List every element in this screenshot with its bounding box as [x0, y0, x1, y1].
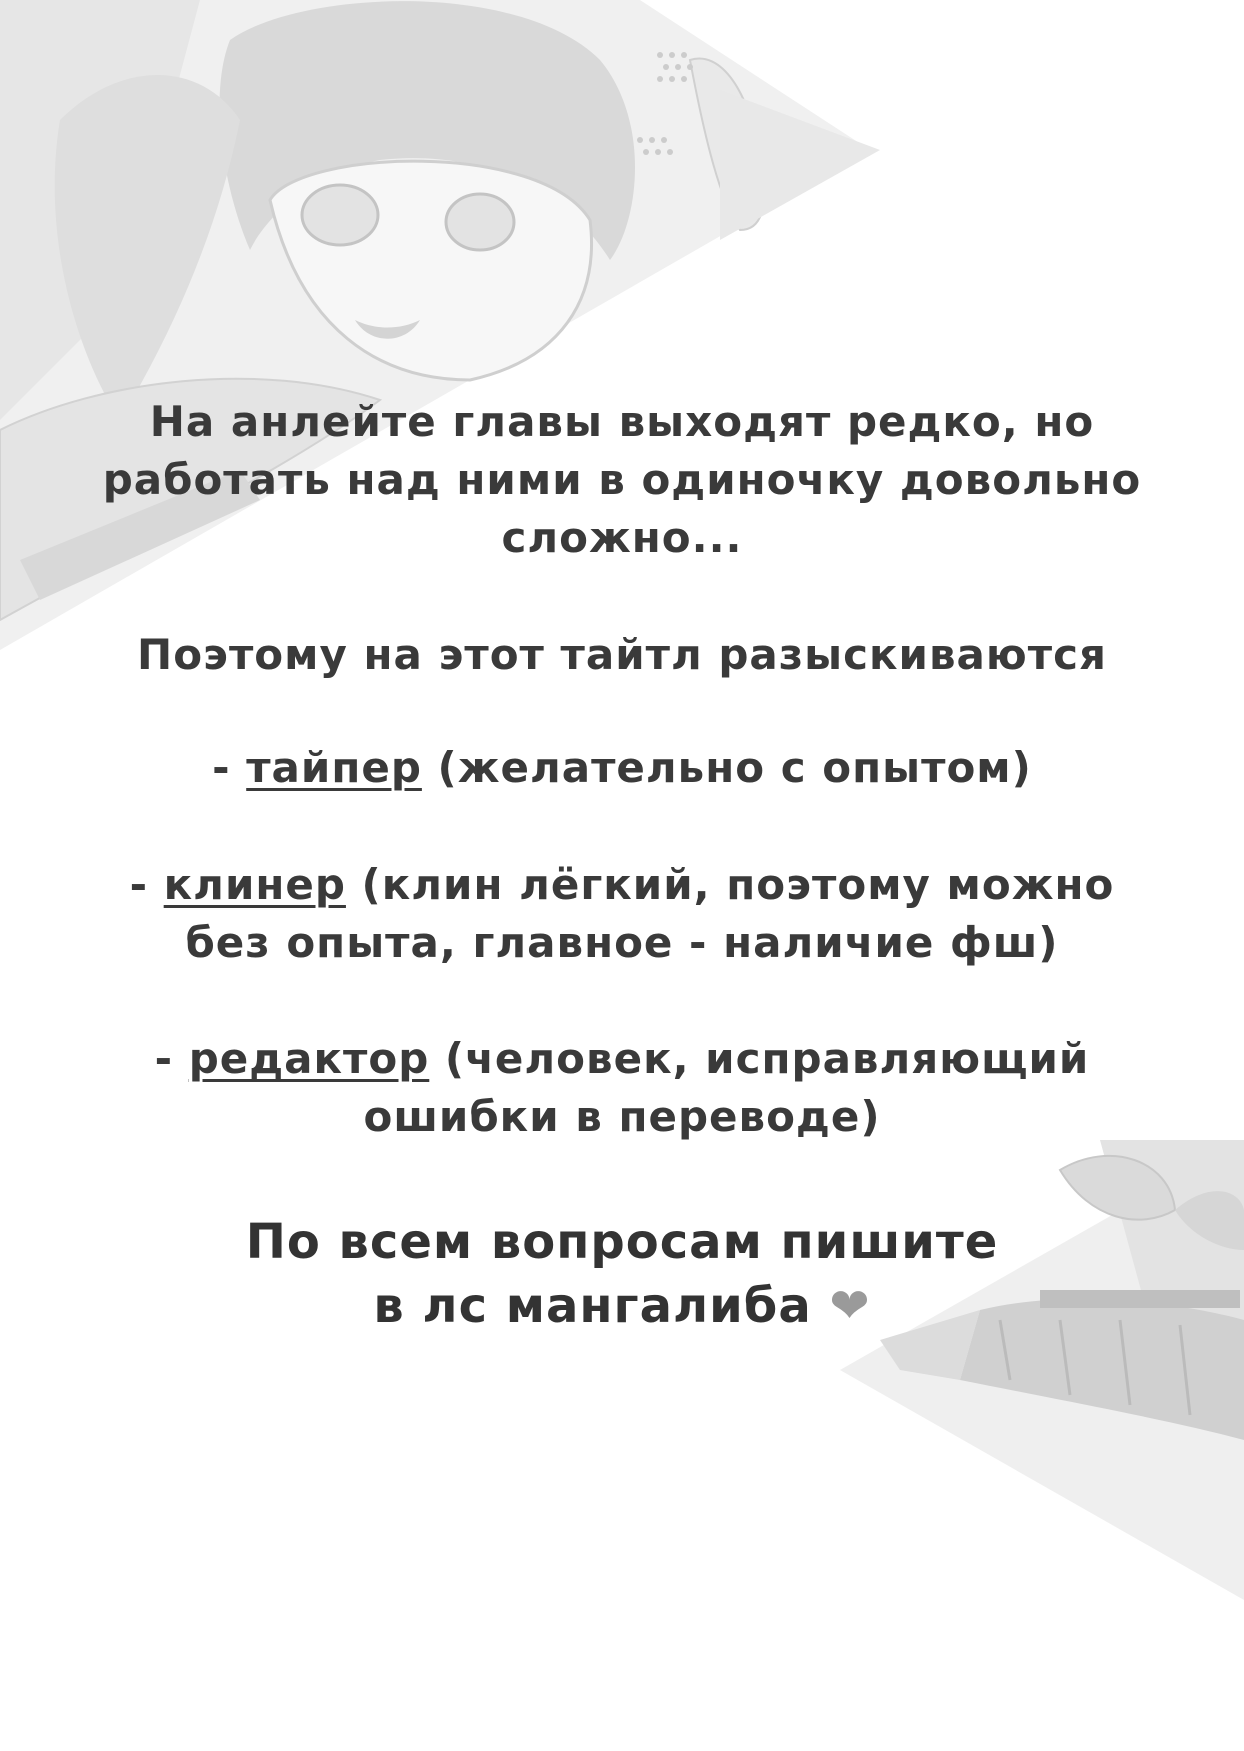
cleaner-desc-1: (клин лёгкий, поэтому можно — [345, 860, 1115, 909]
cleaner-title: клинер — [163, 860, 346, 909]
contact-line-1: По всем вопросам пишите — [245, 1214, 999, 1270]
role-typer — [100, 739, 1144, 797]
cleaner-desc-2: без опыта, главное - наличие фш) — [185, 918, 1059, 967]
heart-icon: ❤ — [829, 1278, 871, 1334]
intro-paragraph — [100, 393, 1144, 567]
editor-title: редактор — [188, 1034, 430, 1083]
editor-desc-1: (человек, исправляющий — [429, 1034, 1090, 1083]
typer-desc: (желательно с опытом) — [421, 743, 1032, 792]
editor-dash: - — [154, 1034, 189, 1083]
role-cleaner — [100, 856, 1144, 972]
typer-title: тайпер — [246, 743, 422, 792]
intro-line-3: сложно... — [501, 513, 743, 562]
contact-paragraph — [100, 1210, 1144, 1338]
role-editor — [100, 1030, 1144, 1146]
search-heading — [100, 626, 1144, 684]
cleaner-dash: - — [129, 860, 164, 909]
editor-desc-2: ошибки в переводе) — [363, 1092, 881, 1141]
intro-line-2: работать над ними в одиночку довольно — [102, 455, 1142, 504]
search-line: Поэтому на этот тайтл разыскиваются — [137, 630, 1107, 679]
contact-line-2: в лс мангалиба — [373, 1278, 812, 1334]
typer-dash: - — [212, 743, 247, 792]
intro-line-1: На анлейте главы выходят редко, но — [149, 397, 1095, 446]
